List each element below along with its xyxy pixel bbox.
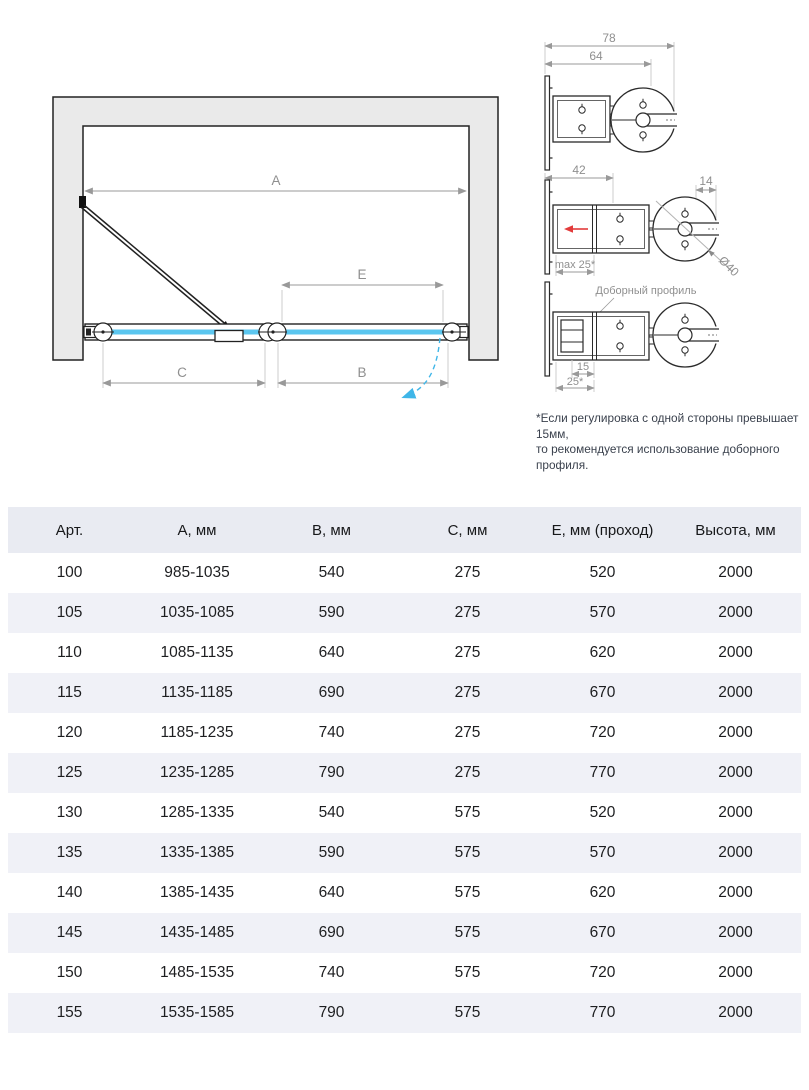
dim-64-label: 64 [589,49,603,63]
dim-78-label: 78 [602,31,616,45]
cell: 1485-1535 [159,964,235,981]
dim-25-label: 25* [566,376,584,388]
cell: 985-1035 [164,564,230,581]
cell: 135 [56,844,83,861]
cell: 2000 [718,1004,753,1021]
cell: 145 [56,924,83,941]
cell: 155 [56,1004,83,1021]
cell: 575 [454,844,481,861]
dim-a-label: A [271,173,281,188]
wall-flange [545,282,550,376]
cell: 1035-1085 [159,604,235,621]
cell: 720 [589,724,616,741]
cell: 1435-1485 [159,924,235,941]
cell: 670 [589,684,616,701]
cell: 100 [56,564,83,581]
dim-e-label: E [357,267,367,282]
cell: 275 [454,564,481,581]
wall-flange [545,180,550,274]
cell: 790 [318,764,345,781]
cell: 620 [589,884,616,901]
col-header-e: Е, мм (проход) [535,507,670,553]
cell: 115 [57,684,82,701]
cell: 2000 [718,684,753,701]
cell: 2000 [718,804,753,821]
cell: 150 [56,964,83,981]
table-row [8,833,801,873]
cell: 570 [589,844,616,861]
cell: 520 [589,804,616,821]
dim-d40-label: Ø40 [715,253,742,280]
plan-drawing [40,85,510,425]
cell: 2000 [718,924,753,941]
dim-b-label: B [357,365,367,380]
spec-table [8,507,801,1033]
wall-flange [545,76,550,170]
wall-niche [53,97,498,360]
extension-profile [561,320,583,352]
table-row [8,993,801,1033]
table-header [8,507,801,553]
table-row [8,633,801,673]
door-panel-open [79,196,230,330]
cell: 575 [454,1004,481,1021]
footnote-line-1: *Если регулировка с одной стороны превышает 15мм, [536,411,799,441]
cell: 1335-1385 [159,844,235,861]
cell: 575 [454,804,481,821]
cell: 575 [454,884,481,901]
cell: 790 [318,1004,345,1021]
cell: 120 [56,724,83,741]
cell: 105 [56,604,83,621]
cell: 140 [56,884,83,901]
cell: 570 [589,604,616,621]
table-row [8,673,801,713]
dimension-c [103,343,265,388]
wall-channel [553,96,610,142]
cell: 1135-1185 [161,684,233,701]
cell: 275 [454,684,481,701]
cell: 2000 [718,764,753,781]
dim-14-label: 14 [699,174,713,188]
extension-profile-label: Доборный профиль [595,285,697,297]
door-swing-arc [404,338,440,397]
table-row [8,793,801,833]
footnote-line-2: то рекомендуется использование доборного профиля. [536,442,780,473]
table-row [8,913,801,953]
cell: 125 [56,764,83,781]
cell: 275 [454,724,481,741]
cell: 575 [454,964,481,981]
roller-center [258,323,287,341]
cell: 520 [589,564,616,581]
cell: 620 [589,644,616,661]
cell: 690 [318,924,345,941]
footnote [536,411,808,474]
table-row [8,953,801,993]
cell: 740 [318,724,345,741]
door-handle [215,331,243,342]
table-row [8,713,801,753]
cell: 2000 [718,724,753,741]
dim-15-label: 15 [576,361,590,373]
dim-max25-label: max 25* [554,259,596,271]
cell: 640 [318,884,345,901]
cell: 575 [454,924,481,941]
cell: 2000 [718,564,753,581]
cell: 770 [589,764,616,781]
table-row [8,593,801,633]
cell: 770 [589,1004,616,1021]
cell: 590 [318,844,345,861]
dimension-b [278,343,448,388]
cell: 1085-1135 [160,644,234,661]
cell: 720 [589,964,616,981]
cell: 2000 [718,844,753,861]
cell: 670 [589,924,616,941]
dim-c-label: C [177,365,187,380]
table-row [8,553,801,593]
cell: 640 [318,644,345,661]
cell: 1285-1335 [159,804,235,821]
col-header-height: Высота, мм [670,507,801,553]
col-header-c: С, мм [400,507,535,553]
profile-top [545,31,678,170]
cell: 130 [56,804,83,821]
header-row [8,507,801,553]
cell: 590 [318,604,345,621]
cell: 275 [454,604,481,621]
dimension-a [85,173,466,191]
col-header-a: А, мм [131,507,263,553]
cell: 1385-1435 [159,884,235,901]
cell: 275 [454,764,481,781]
profile-sections [530,30,809,402]
cell: 110 [57,644,82,661]
cell: 1185-1235 [160,724,234,741]
dim-42-label: 42 [572,163,586,177]
table-row [8,753,801,793]
profile-middle [545,163,742,279]
col-header-b: В, мм [263,507,400,553]
cell: 690 [318,684,345,701]
cell: 1235-1285 [159,764,235,781]
cell: 740 [318,964,345,981]
cell: 2000 [718,884,753,901]
table-body [8,553,801,1033]
cell: 2000 [718,644,753,661]
profile-bottom [545,282,720,392]
cell: 2000 [718,604,753,621]
table-row [8,873,801,913]
spec-table-container [8,507,801,1033]
cell: 275 [454,644,481,661]
col-header-art: Арт. [8,507,131,553]
cell: 540 [318,804,345,821]
cell: 1535-1585 [159,1004,235,1021]
dimension-e [282,267,443,322]
cell: 2000 [718,964,753,981]
cell: 540 [318,564,345,581]
